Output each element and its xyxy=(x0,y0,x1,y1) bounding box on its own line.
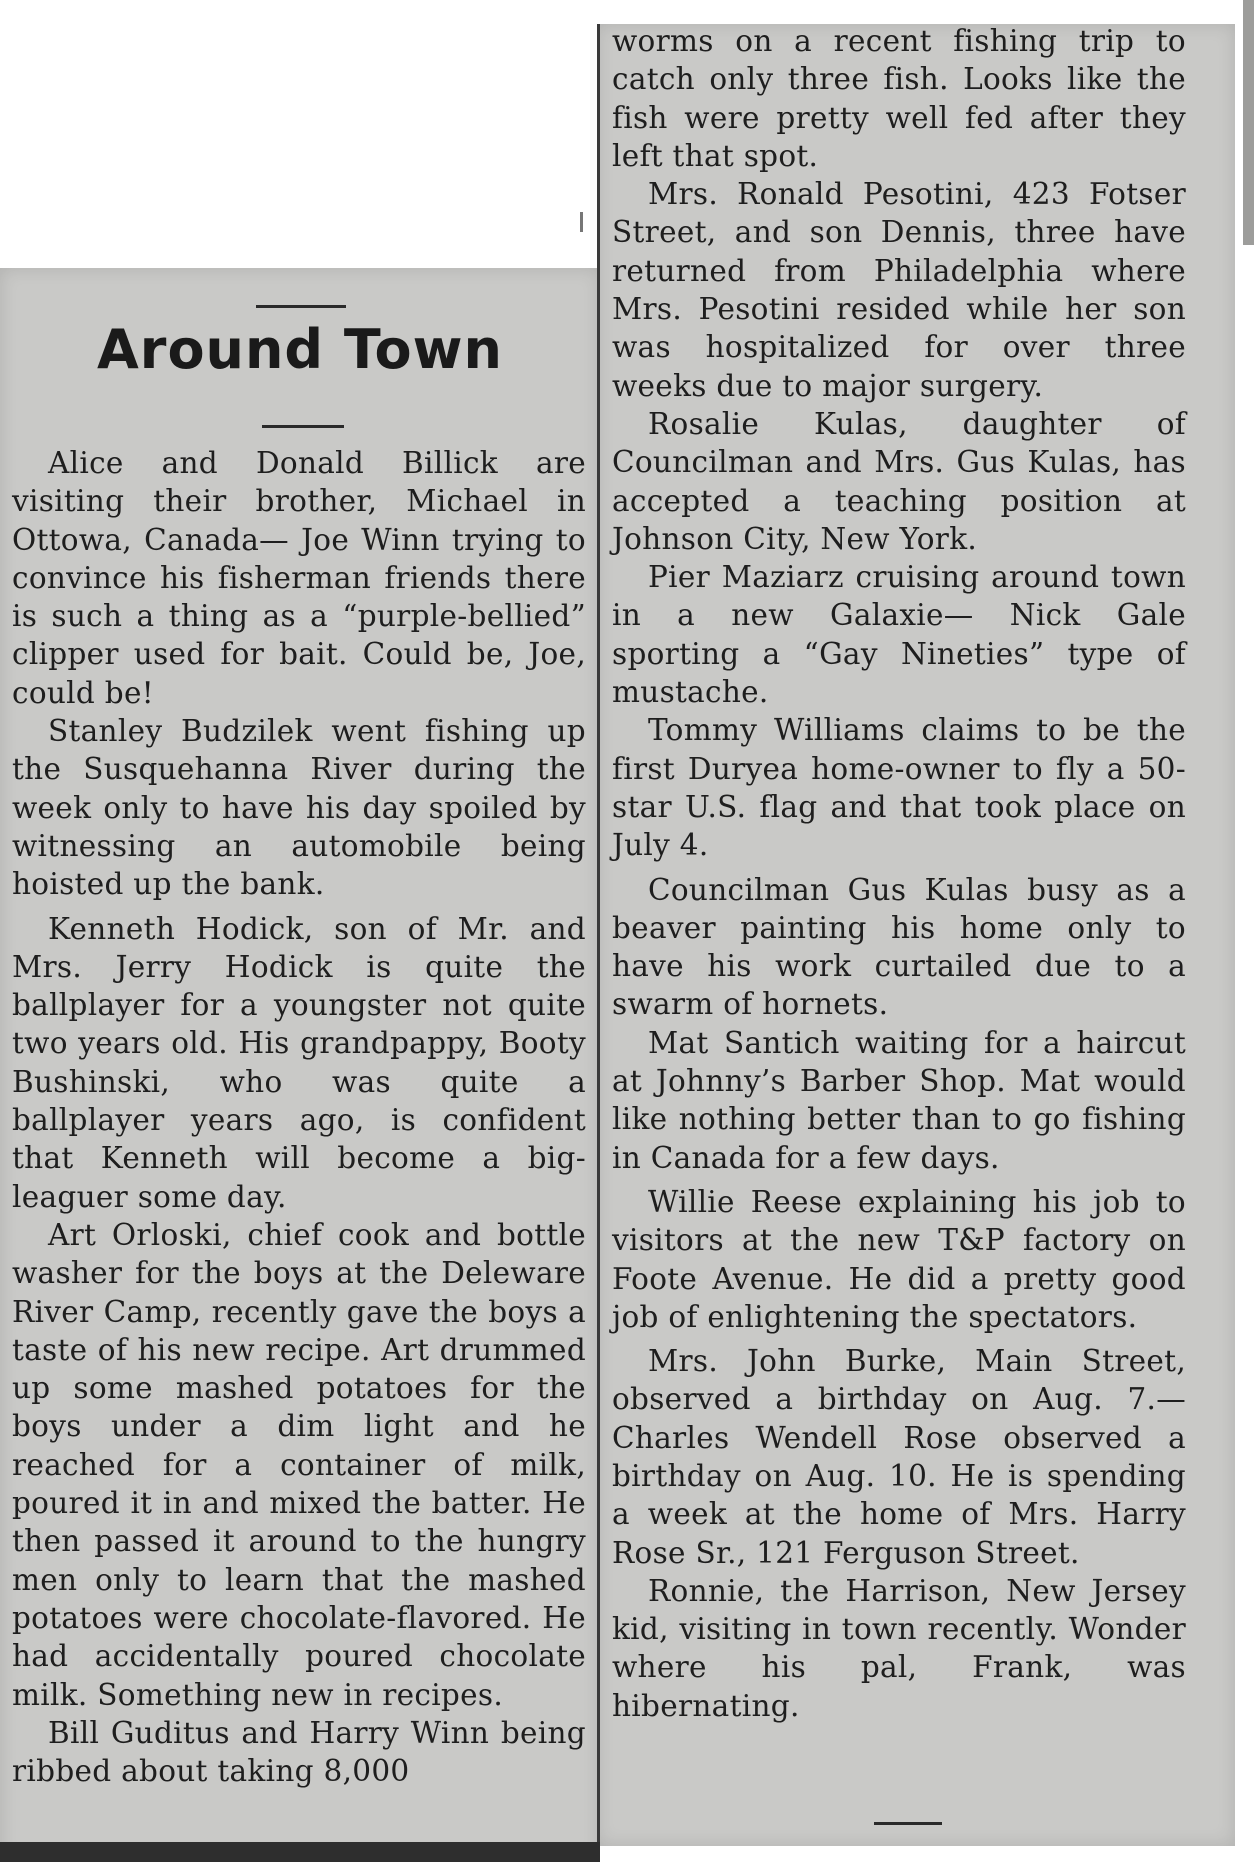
headline: Around Town xyxy=(97,318,503,381)
item-kulas-hornets: Councilman Gus Kulas busy as a beaver painting his home only to have his work curtailed due to a swarm of hornets. xyxy=(612,872,1186,1022)
item-budzilek: Stanley Budzilek went fishing up the Susquehanna River during the week only to have his day spoiled by witnessing an automobile being hoisted up the bank. xyxy=(12,714,586,902)
item-orloski: Art Orloski, chief cook and bottle washer for the boys at the Deleware River Camp, recently gave the boys a taste of his new recipe. Art drummed up some mashed potatoes for the boys under a dim light and he reached for a container of milk, poured it in and mixed the batter. He then passed it around to the hungry men only to learn that the mashed potatoes were chocolate-flavored. He had accidentally poured chocolate milk. Something new in recipes. xyxy=(12,1217,586,1712)
headline-rule-top xyxy=(256,305,346,308)
item-guditus-winn-continued: worms on a recent fishing trip to catch only three fish. Looks like the fish were pretty well fed after they left that spot. xyxy=(612,24,1186,173)
item-santich: Mat Santich waiting for a haircut at Johnny’s Barber Shop. Mat would like nothing better than to go fishing in Canada for a few days. xyxy=(612,1025,1186,1175)
item-burke-rose: Mrs. John Burke, Main Street, observed a birthday on Aug. 7.— Charles Wendell Rose observed a birthday on Aug. 10. He is spending a week at the home of Mrs. Harry Rose Sr., 121 Ferguson Street. xyxy=(612,1344,1186,1570)
headline-rule-bottom xyxy=(262,425,344,428)
item-guditus-winn: Bill Guditus and Harry Winn being ribbed about taking 8,000 xyxy=(12,1715,586,1789)
item-pesotini: Mrs. Ronald Pesotini, 423 Fotser Street, and son Dennis, three have returned from Philadelphia where Mrs. Pesotini resided while her son was hospitalized for over three weeks due to major surgery. xyxy=(612,177,1186,403)
left-column xyxy=(12,444,586,1790)
item-billick: Alice and Donald Billick are visiting their brother, Michael in Ottowa, Canada— Joe Winn trying to convince his fisherman friends there is such a thing as a “purple-bellied” clipper used for bait. Could be, Joe, could be! xyxy=(12,446,586,710)
item-maziarz-gale: Pier Maziarz cruising around town in a new Galaxie— Nick Gale sporting a “Gay Nineties” type of mustache. xyxy=(612,560,1186,710)
stray-print-mark xyxy=(580,212,583,232)
item-ronnie: Ronnie, the Harrison, New Jersey kid, visiting in town recently. Wonder where his pal, Frank, was hibernating. xyxy=(612,1573,1186,1723)
right-column xyxy=(612,22,1186,1725)
item-hodick: Kenneth Hodick, son of Mr. and Mrs. Jerry Hodick is quite the ballplayer for a youngster not quite two years old. His grandpappy, Booty Bushinski, who was quite a ballplayer years ago, is confident that Kenneth will become a big-leaguer some day. xyxy=(12,911,586,1214)
item-kulas-teaching: Rosalie Kulas, daughter of Councilman and Mrs. Gus Kulas, has accepted a teaching position at Johnson City, New York. xyxy=(612,406,1186,556)
end-rule xyxy=(874,1822,942,1825)
item-williams-flag: Tommy Williams claims to be the first Duryea home-owner to fly a 50-star U.S. flag and that took place on July 4. xyxy=(612,713,1186,863)
adjacent-page-edge xyxy=(1243,0,1254,245)
item-reese: Willie Reese explaining his job to visitors at the new T&P factory on Foote Avenue. He did a pretty good job of enlightening the spectators. xyxy=(612,1184,1186,1334)
bottom-dark-edge xyxy=(0,1842,600,1862)
